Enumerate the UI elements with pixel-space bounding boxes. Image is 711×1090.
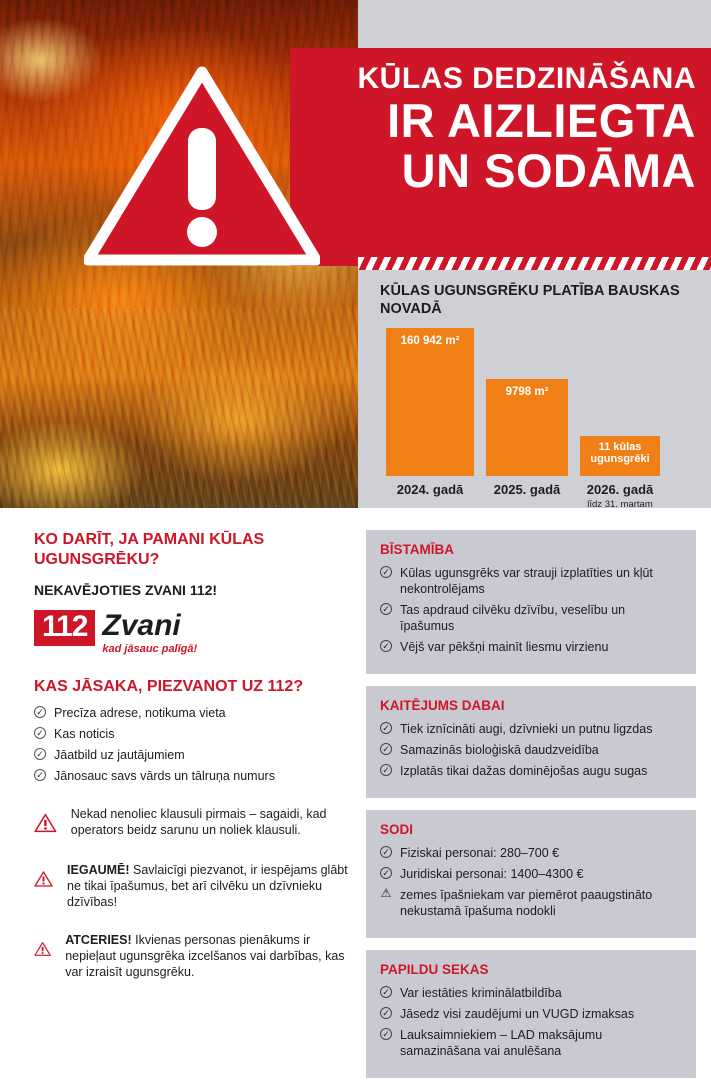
list-item [380, 845, 682, 861]
check-circle-icon: ✓ [380, 566, 392, 578]
category-label-2026-text: 2026. gadā [586, 482, 654, 497]
bar-2025 [486, 379, 568, 476]
card-item-text: Juridiskai personai: 1400–4300 € [400, 867, 584, 881]
card-item-text: Jāsedz visi zaudējumi un VUGD izmaksas [400, 1007, 635, 1021]
check-circle-icon: ✓ [34, 748, 46, 760]
answer-text-4: Jānosauc savs vārds un tālruņa numurs [54, 769, 275, 783]
left-heading: KO DARĪT, JA PAMANI KŪLAS UGUNSGRĒKU? [34, 531, 265, 568]
list-item [380, 887, 682, 919]
card-item-text: Tiek iznīcināti augi, dzīvnieki un putnu ligzdas [400, 722, 653, 736]
note-text-2: Savlaicīgi piezvanot, ir iespējams glābt ne tikai īpašumus, bet arī cilvēku un dzīvnieku dzīvības! [67, 863, 348, 909]
check-circle-icon: ✓ [34, 769, 46, 781]
card-item-text: Izplatās tikai dažas dominējošas augu sugas [400, 764, 648, 778]
banner-text-block [312, 62, 710, 196]
hatched-divider [358, 257, 711, 270]
warning-triangle-icon: ⚠ [380, 886, 392, 900]
check-circle-icon: ✓ [380, 846, 392, 858]
card-title: PAPILDU SEKAS [380, 962, 489, 977]
category-label-2026 [580, 482, 660, 510]
list-item [380, 602, 682, 634]
check-circle-icon: ✓ [34, 727, 46, 739]
answer-list [34, 705, 364, 784]
card-item-text: Samazinās bioloģiskā daudzveidība [400, 743, 599, 757]
check-circle-icon: ✓ [380, 1028, 392, 1040]
answer-text-1: Precīza adrese, notikuma vieta [54, 706, 226, 720]
card-item-text: Fiziskai personai: 280–700 € [400, 846, 560, 860]
list-item [380, 1027, 682, 1059]
card-list [380, 985, 682, 1059]
note-bold-2: IEGAUMĒ! [67, 863, 130, 877]
card-title: BĪSTAMĪBA [380, 542, 454, 557]
card-item-text: Lauksaimniekiem – LAD maksājumu samazināšana vai anulēšana [400, 1028, 603, 1058]
list-item [380, 565, 682, 597]
list-item [380, 866, 682, 882]
card-kaitejums-dabai [366, 686, 696, 798]
card-sodi [366, 810, 696, 938]
note-bold-3: ATCERIES! [65, 933, 132, 947]
note-text-1: Nekad nenoliec klausuli pirmais – sagaidi, kad operators beidz sarunu un noliek klausuli. [70, 807, 327, 837]
list-item [34, 726, 364, 742]
list-item [380, 763, 682, 779]
note-block-1 [34, 806, 364, 840]
note-wrap-3 [65, 932, 364, 980]
check-circle-icon: ✓ [380, 764, 392, 776]
note-block-3 [34, 932, 364, 980]
card-list [380, 565, 682, 655]
category-label-2025: 2025. gadā [493, 482, 561, 497]
logo-number: 112 [34, 610, 95, 646]
card-item-text: Vējš var pēkšņi mainīt liesmu virzienu [400, 640, 609, 654]
list-item [380, 985, 682, 1001]
warning-triangle-icon [34, 806, 57, 840]
list-item [380, 639, 682, 655]
bar-value-2026: 11 kūlas ugunsgrēki [590, 441, 650, 465]
list-item [380, 742, 682, 758]
note-text-3: Ikvienas personas pienākums ir nepieļaut ugunsgrēka izcelšanos vai darbības, kas var izraisīt ugunsgrēku. [65, 933, 345, 979]
grass-texture [0, 308, 358, 508]
category-label-2024: 2024. gadā [396, 482, 464, 497]
chart-section [380, 282, 700, 508]
chart-title: KŪLAS UGUNSGRĒKU PLATĪBA BAUSKAS NOVADĀ [380, 283, 680, 317]
bar-value-2024: 160 942 m² [400, 335, 460, 347]
list-item [34, 747, 364, 763]
left-column [34, 530, 364, 980]
category-note-2026: līdz 31. martam [587, 499, 653, 510]
bar-2026 [580, 436, 660, 476]
card-papildu-sekas [366, 950, 696, 1078]
banner-line-2: IR AIZLIEGTA [387, 94, 696, 147]
note-block-2 [34, 862, 364, 910]
logo-word: Zvani [102, 609, 181, 642]
card-title: SODI [380, 822, 414, 837]
card-item-text: Var iestāties kriminālatbildība [400, 986, 562, 1000]
note-wrap-2 [67, 862, 364, 910]
card-list [380, 845, 682, 919]
warning-triangle-icon [34, 862, 53, 896]
check-circle-icon: ✓ [380, 603, 392, 615]
answer-text-3: Jāatbild uz jautājumiem [54, 748, 185, 762]
check-circle-icon: ✓ [380, 640, 392, 652]
card-bistamiba [366, 530, 696, 674]
check-circle-icon: ✓ [380, 722, 392, 734]
card-item-text: Kūlas ugunsgrēks var strauji izplatīties un kļūt nekontrolējams [400, 566, 653, 596]
emergency-112-logo [34, 610, 364, 655]
list-item [34, 768, 364, 784]
card-title: KAITĒJUMS DABAI [380, 698, 505, 713]
warning-triangle-exclamation-icon [84, 66, 320, 266]
call-line: NEKAVĒJOTIES ZVANI 112! [34, 582, 218, 598]
banner-line-1: KŪLAS DEDZINĀŠANA [357, 62, 696, 95]
banner-line-3: UN SODĀMA [401, 144, 696, 197]
check-circle-icon: ✓ [34, 706, 46, 718]
list-item [380, 1006, 682, 1022]
logo-tagline: kad jāsauc palīgā! [102, 643, 198, 655]
chart-bars [380, 328, 700, 476]
check-circle-icon: ✓ [380, 867, 392, 879]
card-item-text: Tas apdraud cilvēku dzīvību, veselību un īpašumus [400, 603, 626, 633]
warning-triangle-icon [34, 932, 51, 966]
check-circle-icon: ✓ [380, 743, 392, 755]
check-circle-icon: ✓ [380, 986, 392, 998]
check-circle-icon: ✓ [380, 1007, 392, 1019]
right-column [366, 530, 696, 1090]
bar-2024 [386, 328, 474, 476]
list-item [380, 721, 682, 737]
answer-text-2: Kas noticis [54, 727, 115, 741]
bar-value-2025: 9798 m² [505, 386, 549, 398]
card-item-text: zemes īpašniekam var piemērot paaugstināto nekustamā īpašuma nodokli [400, 888, 653, 918]
chart-category-labels [380, 482, 700, 510]
left-question-2: KAS JĀSAKA, PIEZVANOT UZ 112? [34, 678, 304, 695]
list-item [34, 705, 364, 721]
card-list [380, 721, 682, 779]
